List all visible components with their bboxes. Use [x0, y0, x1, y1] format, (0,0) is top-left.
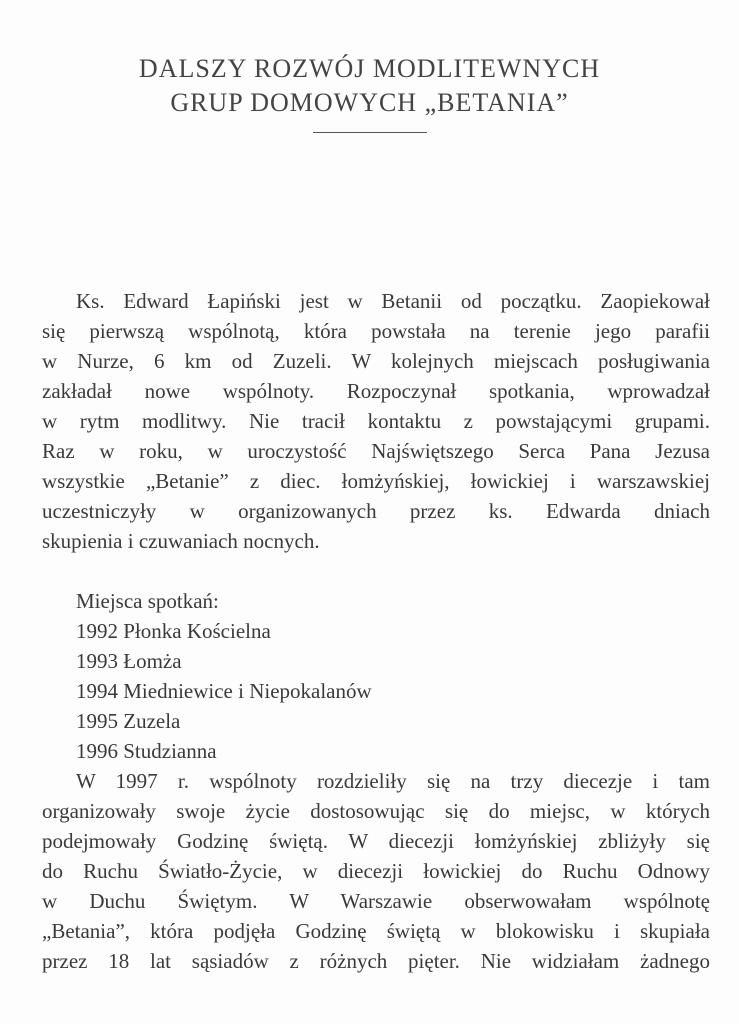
paragraph-1-line: zakładał nowe wspólnoty. Rozpoczynał spotkania, wprowadzał — [42, 379, 710, 403]
paragraph-1-line: Ks. Edward Łapiński jest w Betanii od początku. Zaopiekował — [76, 289, 710, 313]
paragraph-1-line: Raz w roku, w uroczystość Najświętszego Serca Pana Jezusa — [42, 439, 710, 463]
paragraph-1-line: się pierwszą wspólnotą, która powstała na terenie jego parafii — [42, 319, 710, 343]
paragraph-2-line: „Betania”, która podjęła Godzinę świętą w blokowisku i skupiała — [42, 919, 710, 943]
paragraph-1-line: uczestniczyły w organizowanych przez ks. Edwarda dniach — [42, 499, 710, 523]
paragraph-2-line: w Duchu Świętym. W Warszawie obserwowałam wspólnotę — [42, 889, 710, 913]
meeting-list-item: 1993 Łomża — [76, 649, 182, 673]
meeting-list-item: 1992 Płonka Kościelna — [76, 619, 271, 643]
meeting-list-item: 1995 Zuzela — [76, 709, 181, 733]
chapter-title-line-2: GRUP DOMOWYCH „BETANIA” — [170, 88, 569, 117]
paragraph-2-line: do Ruchu Światło-Życie, w diecezji łowickiej do Ruchu Odnowy — [42, 859, 710, 883]
chapter-title-line-1: DALSZY ROZWÓJ MODLITEWNYCH — [138, 54, 601, 83]
paragraph-2-line: podejmowały Godzinę świętą. W diecezji łomżyńskiej zbliżyły się — [42, 829, 710, 853]
paragraph-1-line: w Nurze, 6 km od Zuzeli. W kolejnych miejscach posługiwania — [42, 349, 710, 373]
paragraph-1-line: wszystkie „Betanie” z diec. łomżyńskiej, łowickiej i warszawskiej — [42, 469, 710, 493]
paragraph-2-line: organizowały swoje życie dostosowując się do miejsc, w których — [42, 799, 710, 823]
meetings-label: Miejsca spotkań: — [76, 589, 219, 613]
paragraph-2-line: przez 18 lat sąsiadów z różnych pięter. Nie widziałam żadnego — [42, 949, 710, 973]
paragraph-2-line: W 1997 r. wspólnoty rozdzieliły się na trzy diecezje i tam — [76, 769, 710, 793]
paragraph-1-line: skupienia i czuwaniach nocnych. — [42, 529, 320, 553]
meeting-list-item: 1996 Studzianna — [76, 739, 217, 763]
title-divider — [313, 132, 427, 133]
meeting-list-item: 1994 Miedniewice i Niepokalanów — [76, 679, 372, 703]
paragraph-1-line: w rytm modlitwy. Nie tracił kontaktu z powstającymi grupami. — [42, 409, 710, 433]
